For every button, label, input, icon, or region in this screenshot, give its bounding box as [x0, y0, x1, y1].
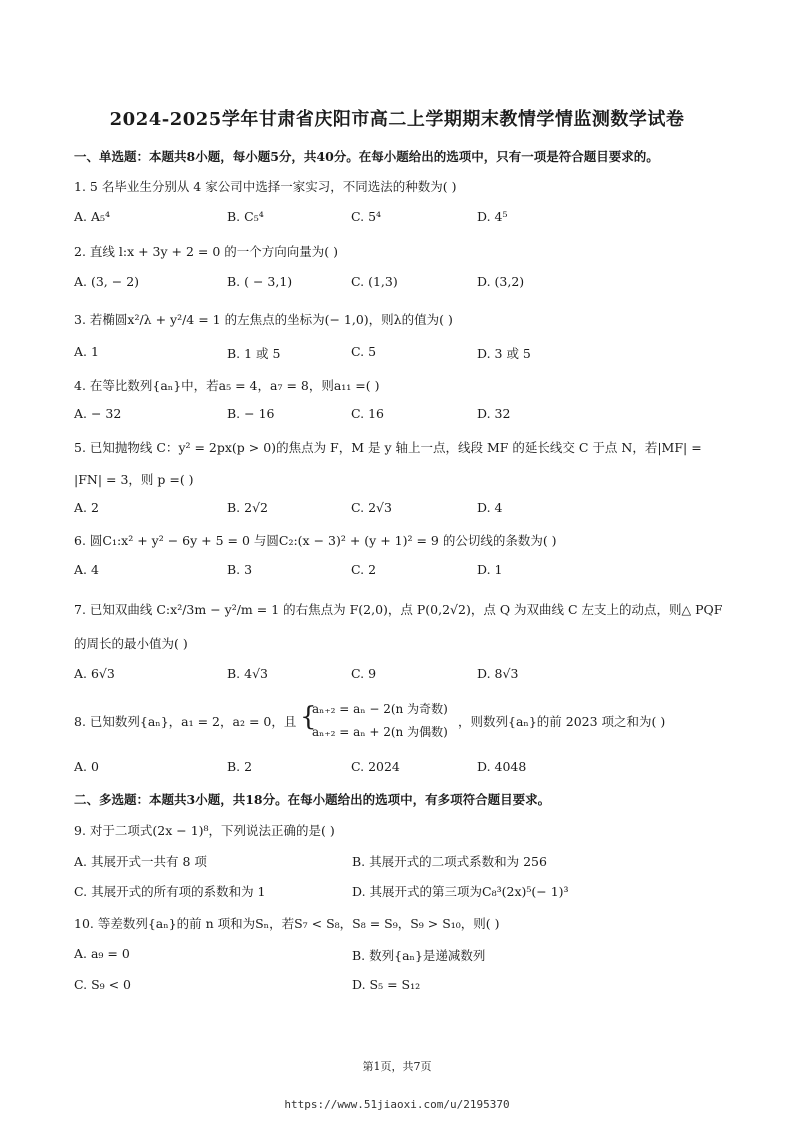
option-a: A. (3, − 2) [74, 274, 140, 289]
question-8-lead: 8. 已知数列{aₙ}，a₁ = 2，a₂ = 0，且 [74, 714, 297, 729]
question-2: 2. 直线 l:x + 3y + 2 = 0 的一个方向向量为( ) [74, 244, 339, 259]
option-c: C. 2 [351, 562, 377, 577]
exam-title: 2024-2025学年甘肃省庆阳市高二上学期期末教情学情监测数学试卷 [109, 109, 685, 130]
option-c: C. S₉ < 0 [74, 977, 132, 992]
option-c: C. 5⁴ [351, 209, 382, 224]
question-9: 9. 对于二项式(2x − 1)⁸，下列说法正确的是( ) [74, 823, 335, 838]
question-10-options-row2 [74, 977, 724, 995]
question-10-options-row1 [74, 946, 724, 964]
option-c: C. (1,3) [351, 274, 398, 289]
option-c: C. 9 [351, 666, 377, 681]
section-multiple-choice-header: 二、多选题：本题共3小题，共18分。在每小题给出的选项中，有多项符合题目要求。 [74, 792, 551, 807]
option-d: D. 1 [477, 562, 503, 577]
question-8-tail: ，则数列{aₙ}的前 2023 项之和为( ) [458, 714, 666, 729]
source-watermark-link[interactable]: https://www.51jiaoxi.com/u/2195370 [284, 1098, 510, 1111]
question-6: 6. 圆C₁:x² + y² − 6y + 5 = 0 与圆C₂:(x − 3)² + (y + 1)² = 9 的公切线的条数为( ) [74, 533, 557, 548]
question-9-options-row2 [74, 882, 724, 900]
question-7: 7. 已知双曲线 C:x²/3m − y²/m = 1 的右焦点为 F(2,0)，点 P(0,2√2)，点 Q 为双曲线 C 左支上的动点，则△ PQF [74, 602, 723, 617]
option-a: A. 1 [74, 344, 99, 359]
option-d: D. 其展开式的第三项为C₈³(2x)⁵(− 1)³ [352, 884, 569, 899]
option-b: B. 其展开式的二项式系数和为 256 [352, 854, 547, 869]
piecewise-case-even: aₙ₊₂ = aₙ + 2(n 为偶数) [312, 725, 448, 739]
question-1: 1. 5 名毕业生分别从 4 家公司中选择一家实习，不同选法的种数为( ) [74, 179, 457, 194]
question-4: 4. 在等比数列{aₙ}中，若a₅ = 4，a₇ = 8，则a₁₁ =( ) [74, 378, 380, 393]
option-c: C. 2√3 [351, 500, 392, 515]
option-a: A. 0 [74, 759, 99, 774]
option-a: A. a₉ = 0 [74, 946, 130, 961]
question-3-options [74, 344, 724, 362]
option-b: B. − 16 [227, 406, 275, 421]
option-c: C. 2024 [351, 759, 400, 774]
option-b: B. 数列{aₙ}是递减数列 [352, 948, 486, 963]
question-5-continued: |FN| = 3，则 p =( ) [74, 472, 194, 487]
question-7-options [74, 666, 724, 684]
option-d: D. (3,2) [477, 274, 525, 289]
question-7-continued: 的周长的最小值为( ) [74, 636, 188, 651]
option-d: D. 4 [477, 500, 503, 515]
option-b: B. C₅⁴ [227, 209, 264, 224]
option-b: B. ( − 3,1) [227, 274, 293, 289]
question-10: 10. 等差数列{aₙ}的前 n 项和为Sₙ，若S₇ < S₈，S₈ = S₉，S₉ > S₁₀，则( ) [74, 916, 500, 931]
option-c: C. 16 [351, 406, 384, 421]
question-6-options [74, 562, 724, 580]
section-single-choice-header: 一、单选题：本题共8小题，每小题5分，共40分。在每小题给出的选项中，只有一项是符合题目要求的。 [74, 149, 659, 164]
option-a: A. 其展开式一共有 8 项 [74, 854, 207, 869]
question-3: 3. 若椭圆x²/λ + y²/4 = 1 的左焦点的坐标为(− 1,0)，则λ的值为( ) [74, 312, 453, 327]
option-a: A. 4 [74, 562, 99, 577]
piecewise-case-odd: aₙ₊₂ = aₙ − 2(n 为奇数) [312, 702, 448, 716]
option-d: D. 32 [477, 406, 511, 421]
question-1-options [74, 209, 724, 227]
option-d: D. 3 或 5 [477, 346, 531, 361]
option-b: B. 2 [227, 759, 253, 774]
option-a: A. A₅⁴ [74, 209, 111, 224]
option-d: D. 4048 [477, 759, 527, 774]
option-b: B. 4√3 [227, 666, 269, 681]
option-d: D. 4⁵ [477, 209, 508, 224]
question-4-options [74, 406, 724, 424]
option-c: C. 5 [351, 344, 377, 359]
question-5: 5. 已知抛物线 C：y² = 2px(p > 0)的焦点为 F，M 是 y 轴上一点，线段 MF 的延长线交 C 于点 N，若|MF| = [74, 440, 702, 455]
option-b: B. 2√2 [227, 500, 269, 515]
option-a: A. − 32 [74, 406, 122, 421]
question-2-options [74, 274, 724, 292]
question-9-options-row1 [74, 852, 724, 870]
question-5-options [74, 500, 724, 518]
option-b: B. 1 或 5 [227, 346, 281, 361]
question-8-options [74, 759, 724, 777]
page-number: 第1页，共7页 [362, 1060, 432, 1073]
option-b: B. 3 [227, 562, 253, 577]
option-d: D. 8√3 [477, 666, 519, 681]
option-c: C. 其展开式的所有项的系数和为 1 [74, 884, 266, 899]
option-a: A. 6√3 [74, 666, 115, 681]
piecewise-brace: { [300, 702, 317, 732]
option-a: A. 2 [74, 500, 99, 515]
option-d: D. S₅ = S₁₂ [352, 977, 421, 992]
